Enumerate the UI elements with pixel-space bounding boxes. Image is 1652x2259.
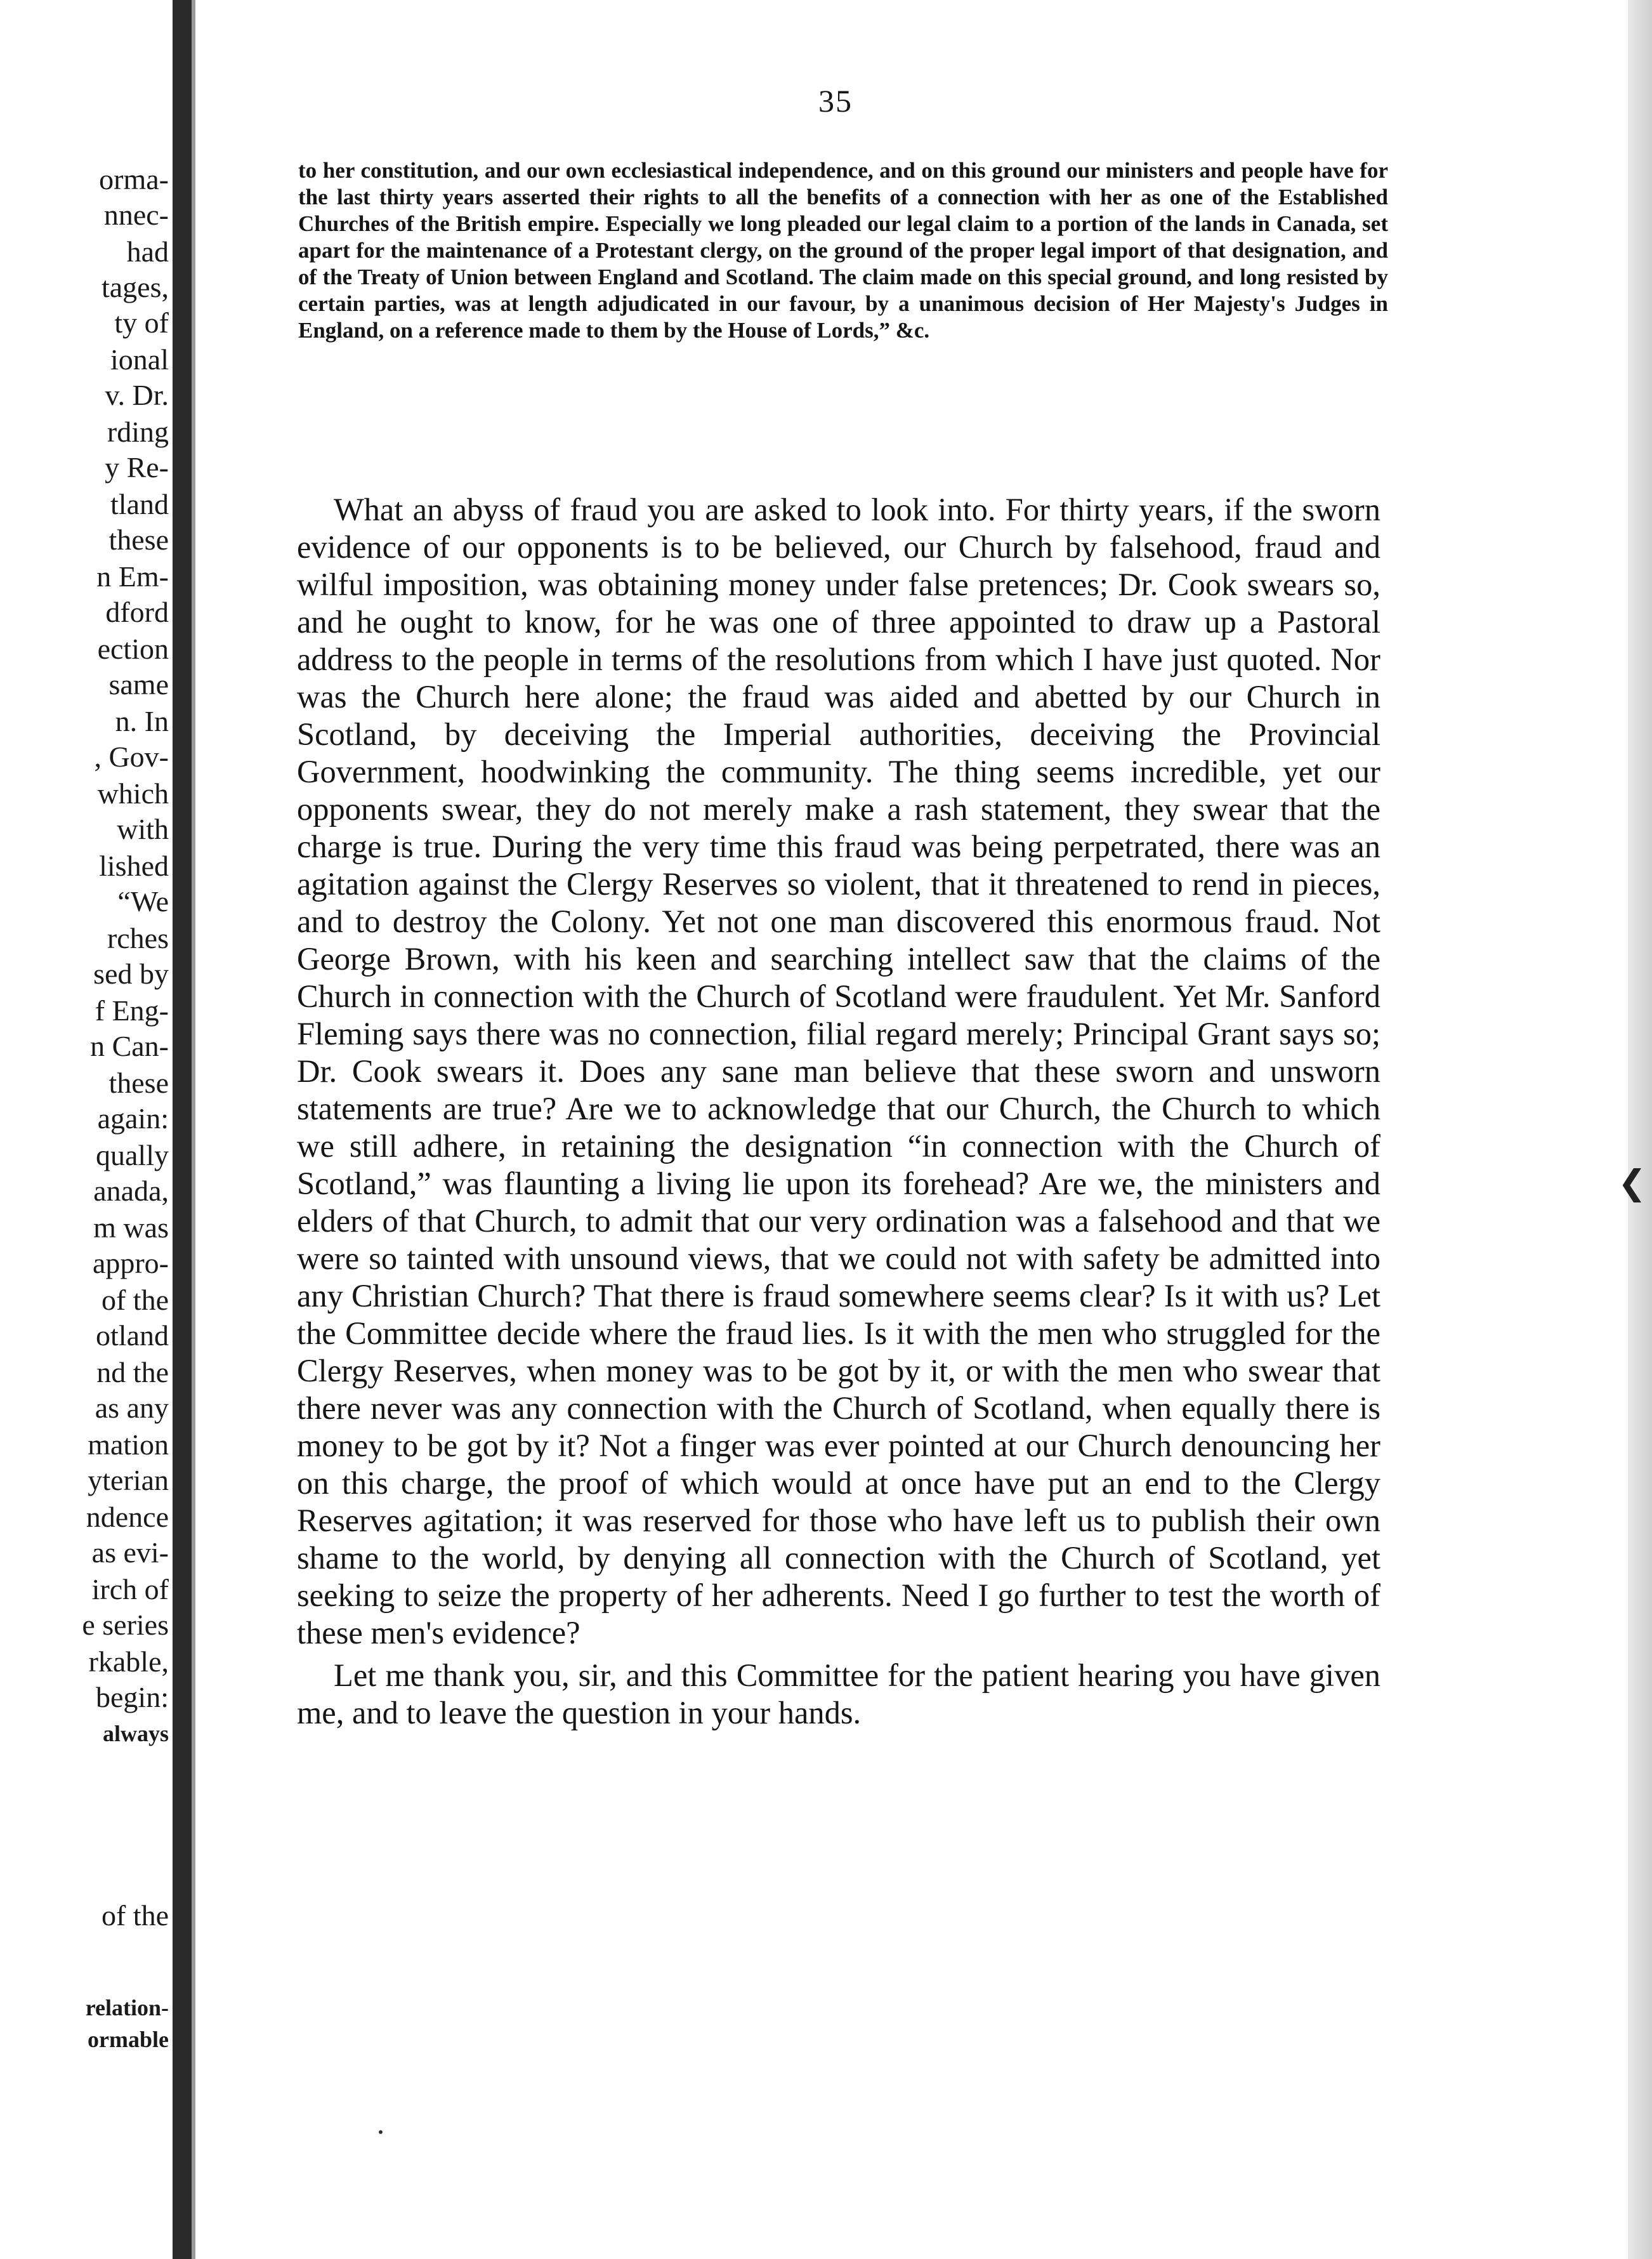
margin-fragment: relation- [85,1995,169,2020]
body-paragraph-2: Let me thank you, sir, and this Committee for the patient hearing you have given me, and to leave the question in your hands. [297,1657,1380,1730]
margin-fragment: appro- [92,1247,169,1279]
quote-paragraph: to her constitution, and our own ecclesiastical independence, and on this ground our ministers and people have for the last thirty years asserted their rights to all the benefits of a connection with her as one of the Established Churches of the British empire. Especially we long pleaded our legal claim to a portion of the lands in Canada, set apart for the maintenance of a Protestant clergy, on the ground of the proper legal import of that designation, and of the Treaty of Union between England and Scotland. The claim made on this special ground, and long resisted by certain parties, was at length adjudicated in our favour, by a unanimous decision of Her Majesty's Judges in England, on a reference made to them by the House of Lords,” &c. [298,158,1388,343]
margin-fragment: e series [82,1609,169,1641]
margin-fragment: rkable, [88,1645,169,1678]
margin-fragment: these [108,1067,169,1099]
margin-fragment: v. Dr. [105,379,169,411]
margin-fragment: tland [110,488,169,520]
page-edge [1628,0,1652,2259]
margin-fragment: irch of [91,1573,169,1605]
margin-fragment: ection [97,633,169,665]
page-number: 35 [818,83,853,119]
margin-fragment: ormable [88,2027,169,2052]
margin-fragment: as any [95,1392,169,1424]
margin-fragment: rches [107,922,169,954]
margin-fragment: ndence [86,1501,169,1533]
margin-fragment: ty of [114,306,169,339]
margin-fragment: again: [97,1102,169,1135]
margin-fragment: tages, [101,271,169,303]
binding-gutter [173,0,192,2259]
margin-fragment: y Re- [105,451,169,484]
margin-fragment: sed by [93,958,169,990]
margin-fragment: of the [101,1284,169,1316]
margin-fragment: had [126,235,169,268]
margin-fragment: n Can- [90,1030,169,1062]
margin-fragment: nd the [96,1356,169,1388]
margin-fragment: f Eng- [95,994,169,1027]
margin-fragment: mation [88,1428,169,1461]
margin-fragment: yterian [88,1464,169,1496]
margin-fragment: begin: [96,1681,169,1713]
binding-gutter-edge [192,0,195,2259]
margin-fragment: ional [110,343,169,376]
margin-fragment: anada, [93,1175,169,1207]
margin-fragment: always [102,1721,169,1746]
margin-fragment: , Gov- [94,741,169,773]
margin-fragment: “We [117,885,169,918]
margin-fragment: lished [99,850,169,882]
margin-fragment: of the [101,1899,169,1932]
margin-fragment: orma- [99,163,169,195]
margin-fragment: as evi- [91,1536,169,1569]
margin-fragment: dford [105,596,169,628]
margin-fragment: nnec- [103,199,169,231]
body-paragraph-1: What an abyss of fraud you are asked to look into. For thirty years, if the sworn evidence of our opponents is to be believed, our Church by falsehood, fraud and wilful imposition, was obtaining money under false pretences; Dr. Cook swears so, and he ought to know, for he was one of three appointed to draw up a Pastoral address to the people in terms of the resolutions from which I have just quoted. Nor was the Church here alone; the fraud was aided and abetted by our Church in Scotland, by deceiving the Imperial authorities, deceiving the Provincial Government, hoodwinking the community. The thing seems incredible, yet our opponents swear, they do not merely make a rash statement, they swear that the charge is true. During the very time this fraud was being perpetrated, there was an agitation against the Clergy Reserves so violent, that it threatened to rend in pieces, and to destroy the Colony. Yet not one man discovered this enormous fraud. Not George Brown, with his keen and searching intellect saw that the claims of the Church in connection with the Church of Scotland were fraudulent. Yet Mr. Sanford Fleming says there was no connection, filial regard merely; Principal Grant says so; Dr. Cook swears it. Does any sane man believe that these sworn and unsworn statements are true? Are we to acknowledge that our Church, the Church to which we still adhere, in retaining the designation “in connection with the Church of Scotland,” was flaunting a living lie upon its forehead? Are we, the ministers and elders of that Church, to admit that our very ordination was a falsehood and that we were so tainted with unsound views, that we could not with safety be admitted into any Christian Church? That there is fraud somewhere seems clear? Is it with us? Let the Committee decide where the fraud lies. Is it with the men who struggled for the Clergy Reserves, when money was to be got by it, or with the men who swear that there never was any connection with the Church of Scotland, when equally there is money to be got by it? Not a finger was ever pointed at our Church denouncing her on this charge, the proof of which would at once have put an end to the Clergy Reserves agitation; it was reserved for those who have left us to publish their own shame to the world, by denying all connection with the Church of Scotland, yet seeking to seize the property of her adherents. Need I go further to test the worth of these men's evidence? [297,492,1380,1650]
margin-fragment: n Em- [96,560,169,593]
margin-arrow-icon: ❮ [1618,1164,1647,1202]
margin-fragment: rding [107,416,169,448]
margin-fragment: with [117,813,169,845]
margin-fragment: these [108,524,169,556]
quoted-passage [298,157,1388,344]
previous-page-margin [0,0,173,2259]
margin-fragment: otland [96,1319,169,1352]
body-text [297,491,1380,1732]
margin-fragment: n. In [115,705,169,737]
printer-dot [379,2130,383,2134]
margin-fragment: qually [96,1139,169,1171]
margin-fragment: which [97,777,169,810]
margin-fragment: same [108,668,169,701]
margin-fragment: m was [93,1211,169,1244]
